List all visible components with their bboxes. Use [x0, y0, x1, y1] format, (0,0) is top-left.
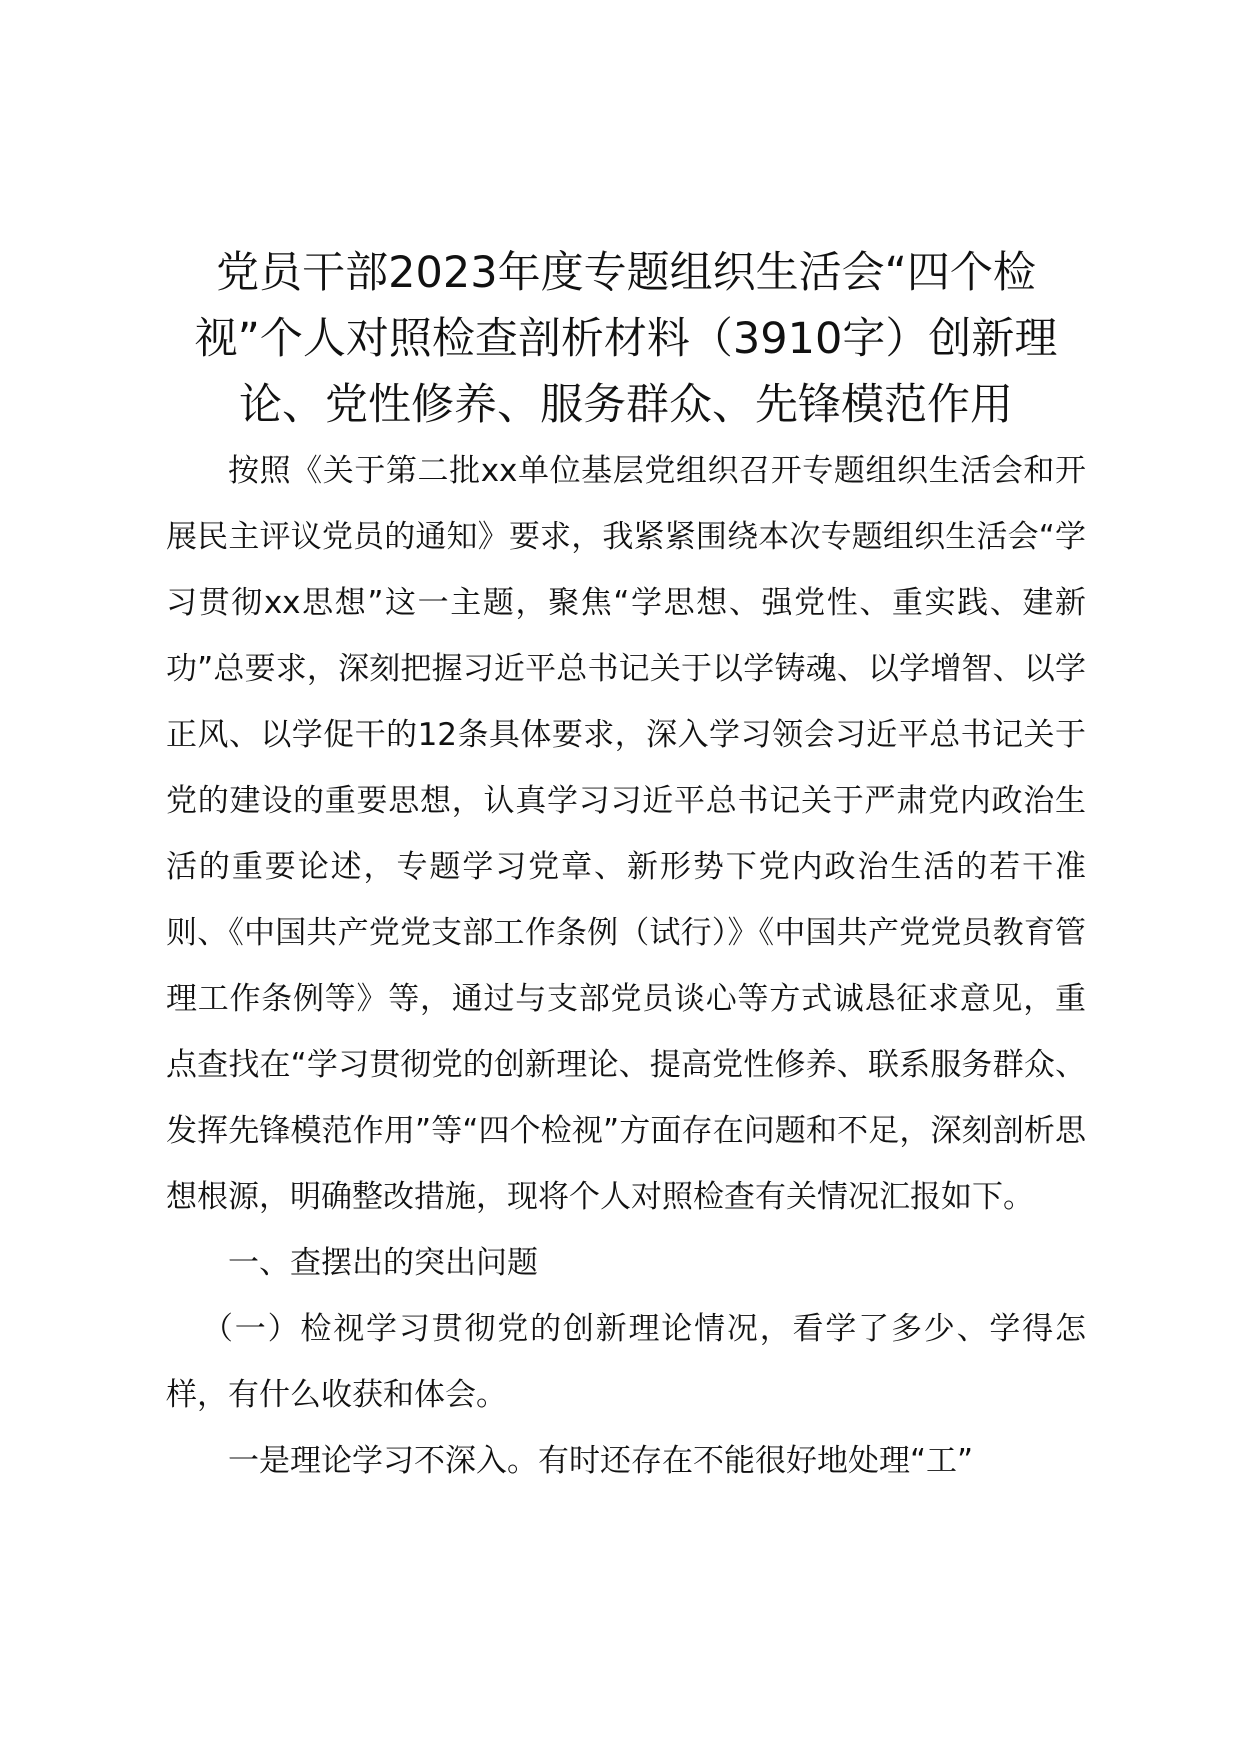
section-heading: 一、查摆出的突出问题: [228, 1245, 538, 1281]
document-title: 党员干部2023年度专题组织生活会“四个检视”个人对照检查剖析材料（3910字）创新理论、党性修养、服务群众、先锋模范作用: [194, 248, 1058, 430]
document-page: [166, 240, 1086, 1494]
intro-paragraph: 按照《关于第二批xx单位基层党组织召开专题组织生活会和开展民主评议党员的通知》要求，我紧紧围绕本次专题组织生活会“学习贯彻xx思想”这一主题，聚焦“学思想、强党性、重实践、建新功”总要求，深刻把握习近平总书记关于以学铸魂、以学增智、以学正风、以学促干的12条具体要求，深入学习领会习近平总书记关于党的建设的重要思想，认真学习习近平总书记关于严肃党内政治生活的重要论述，专题学习党章、新形势下党内政治生活的若干准则、《中国共产党党支部工作条例（试行）》《中国共产党党员教育管理工作条例等》等，通过与支部党员谈心等方式诚恳征求意见，重点查找在“学习贯彻党的创新理论、提高党性修养、联系服务群众、发挥先锋模范作用”等“四个检视”方面存在问题和不足，深刻剖析思想根源，明确整改措施，现将个人对照检查有关情况汇报如下。: [166, 453, 1086, 1215]
body-paragraph: 一是理论学习不深入。有时还存在不能很好地处理“工”: [228, 1443, 974, 1479]
sub-section-heading: （一）检视学习贯彻党的创新理论情况，看学了多少、学得怎样，有什么收获和体会。: [166, 1311, 1086, 1413]
